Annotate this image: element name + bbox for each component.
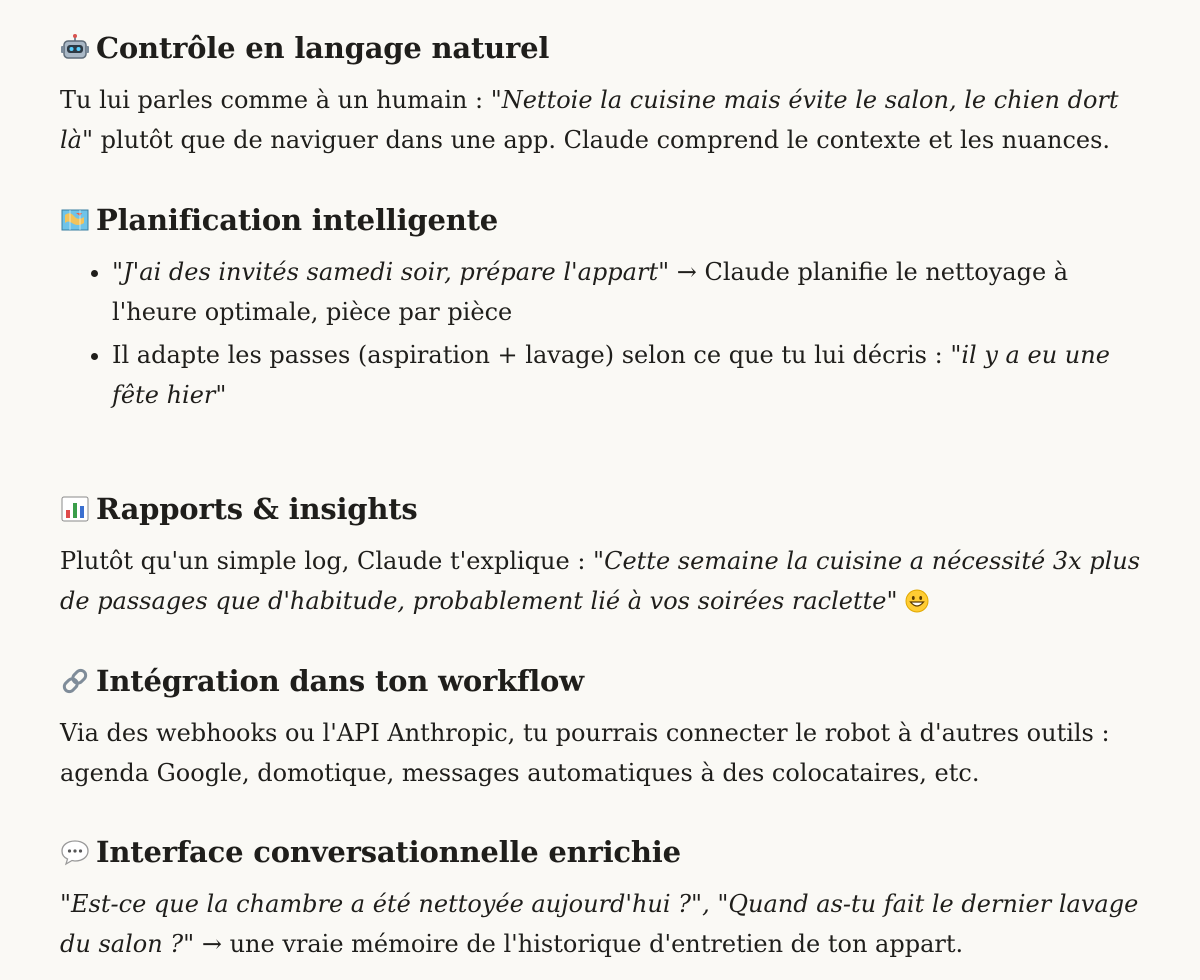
section-heading (60, 661, 1150, 701)
section-body (60, 80, 1150, 160)
body-text: Il adapte les passes (aspiration + lavage) selon ce que tu lui décris : (112, 341, 951, 369)
section-workflow-integration (60, 661, 1150, 793)
body-text: Tu lui parles comme à un humain : (60, 86, 491, 114)
section-smart-planning (60, 200, 1150, 418)
section-title: Rapports & insights (96, 492, 418, 526)
section-body (60, 713, 1150, 793)
grinning-face-icon (905, 589, 929, 613)
section-conversational-interface (60, 832, 1150, 964)
body-text: Plutôt qu'un simple log, Claude t'explique : (60, 547, 594, 575)
quote-text: "J'ai des invités samedi soir, prépare l'appart" (112, 258, 670, 286)
list-item (112, 252, 1150, 332)
list-item (112, 335, 1150, 415)
section-title: Intégration dans ton workflow (96, 664, 584, 698)
body-text: Via des webhooks ou l'API Anthropic, tu pourrais connecter le robot à d'autres outils : agenda Google, domotique, messages automatiques à des colocataires, etc. (60, 719, 1110, 787)
map-icon (60, 205, 90, 235)
section-title: Planification intelligente (96, 203, 499, 237)
section-natural-language (60, 28, 1150, 160)
section-heading (60, 832, 1150, 872)
quote-text: "Cette semaine la cuisine a nécessité 3x plus de passages que d'habitude, probablement lié à vos soirées raclette" (60, 547, 1141, 615)
link-icon (60, 666, 90, 696)
body-text: plutôt que de naviguer dans une app. Claude comprend le contexte et les nuances. (93, 126, 1111, 154)
bullet-list (60, 252, 1150, 415)
section-reports (60, 489, 1150, 621)
quote-text: "Est-ce que la chambre a été nettoyée aujourd'hui ?", "Quand as-tu fait le dernier lavage du salon ?" (60, 890, 1139, 958)
section-heading (60, 28, 1150, 68)
body-text: → une vraie mémoire de l'historique d'entretien de ton appart. (194, 930, 964, 958)
body-text (898, 587, 906, 615)
section-title: Interface conversationnelle enrichie (96, 835, 681, 869)
section-body (60, 884, 1150, 964)
robot-icon (60, 33, 90, 63)
section-body (60, 541, 1150, 621)
bar-chart-icon (60, 494, 90, 524)
section-heading (60, 489, 1150, 529)
section-title: Contrôle en langage naturel (96, 31, 550, 65)
quote-text: "il y a eu une fête hier" (112, 341, 1110, 409)
quote-text: "Nettoie la cuisine mais évite le salon, le chien dort là" (60, 86, 1119, 154)
section-heading (60, 200, 1150, 240)
speech-bubble-icon (60, 837, 90, 867)
body-text: → Claude planifie le nettoyage à l'heure optimale, pièce par pièce (112, 258, 1069, 326)
